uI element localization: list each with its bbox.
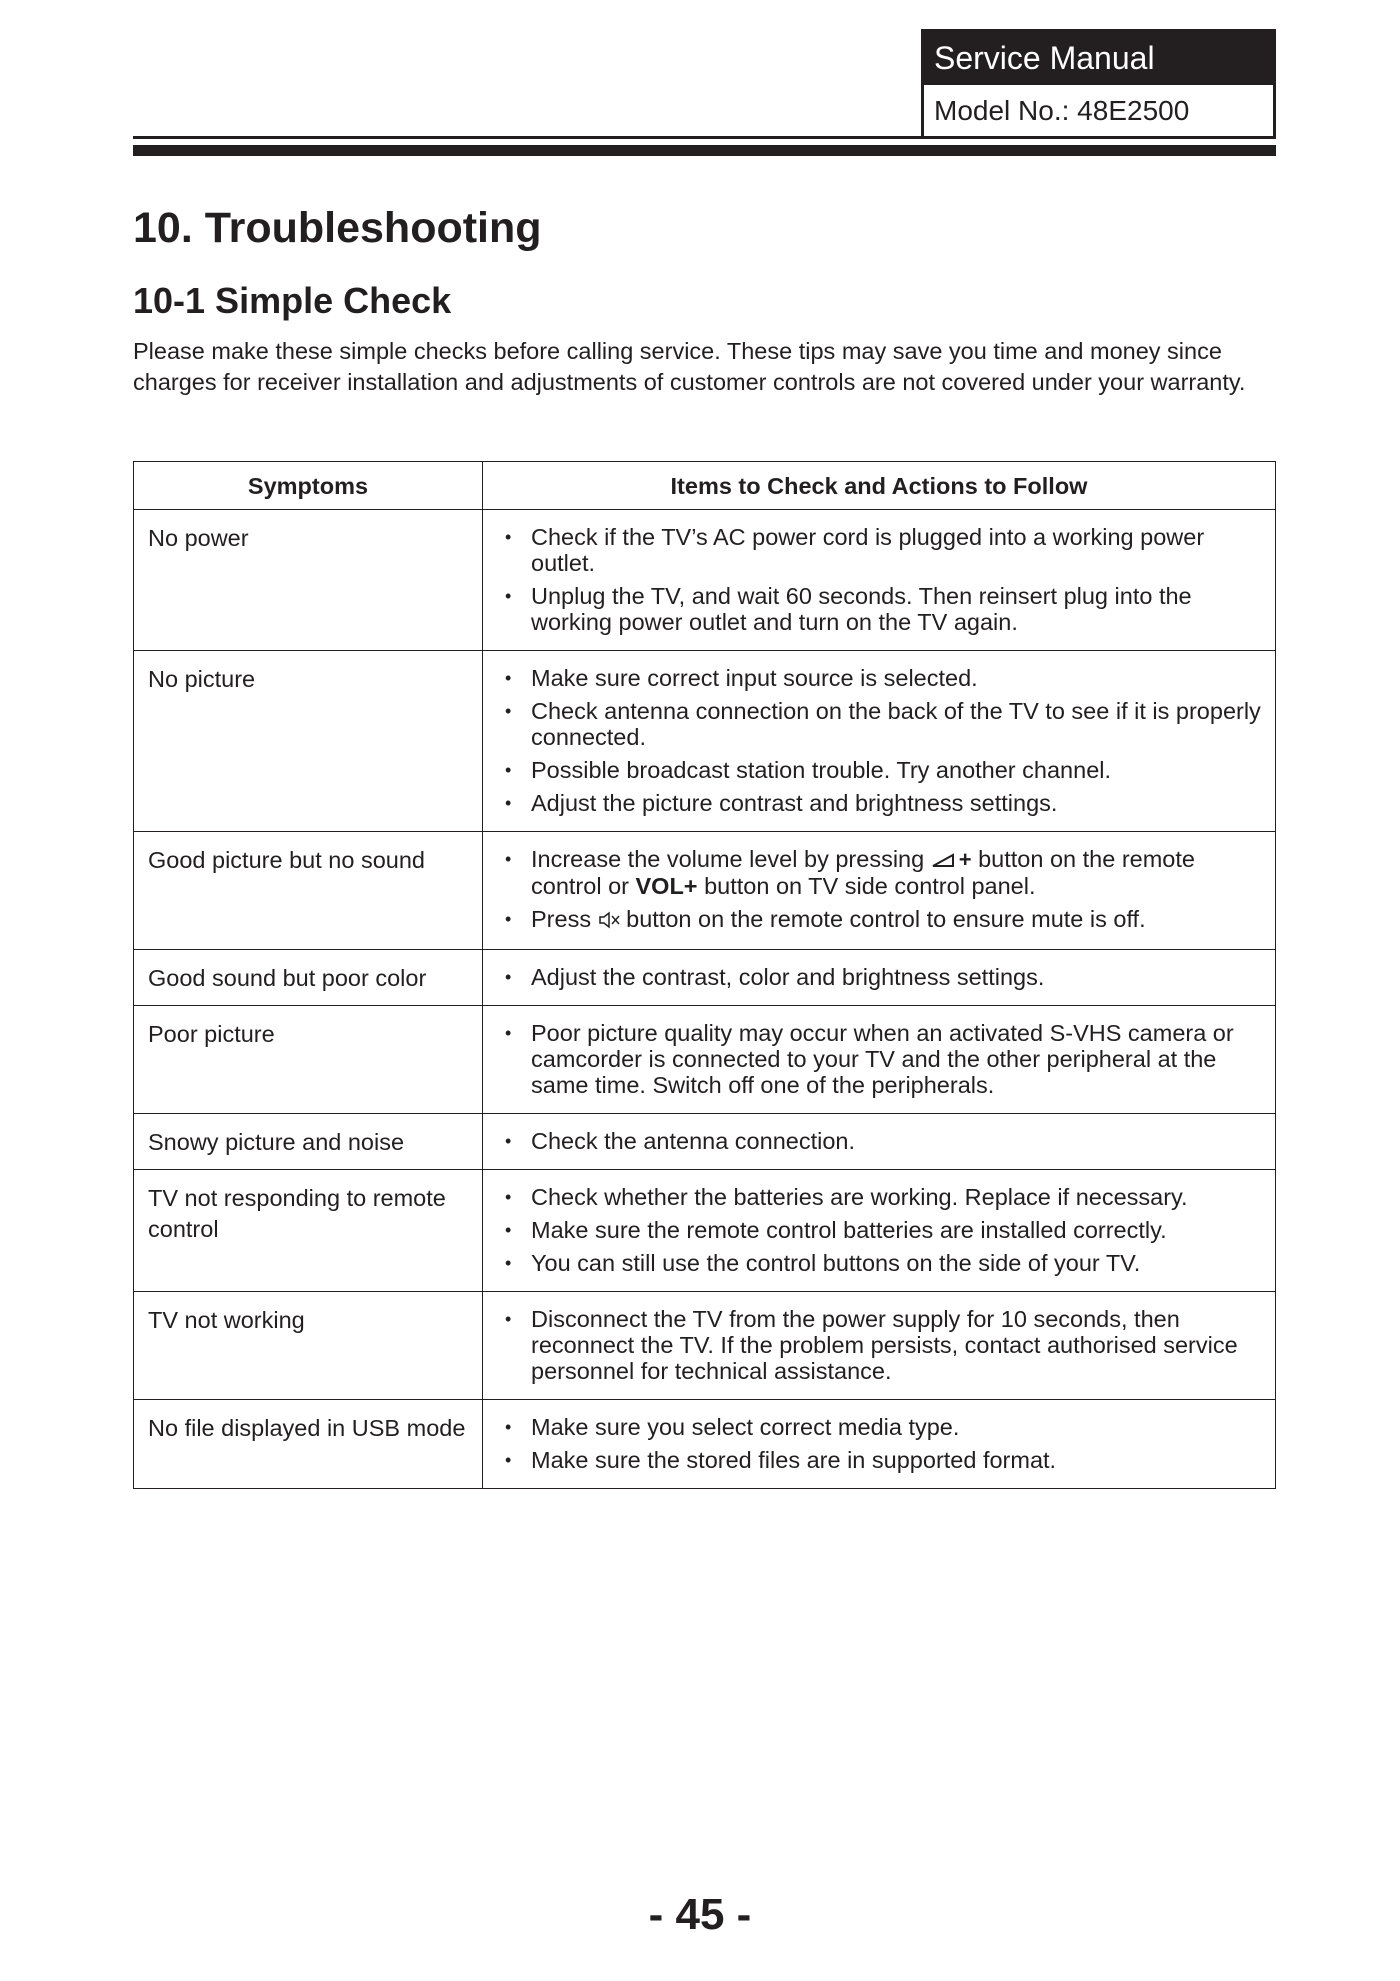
action-text: button on the remote control to ensure mute is off. (626, 906, 1146, 932)
actions-cell (483, 1114, 1276, 1170)
actions-list (505, 524, 1261, 635)
action-item: • Make sure the remote control batteries are installed correctly. (505, 1217, 1261, 1243)
actions-cell (483, 1006, 1276, 1114)
actions-cell (483, 1400, 1276, 1489)
actions-list (505, 1020, 1261, 1098)
troubleshooting-table (133, 461, 1276, 1489)
header-title: Service Manual (924, 32, 1273, 85)
actions-list (505, 1414, 1261, 1473)
action-item: • Make sure correct input source is selected. (505, 665, 1261, 691)
action-item: • Make sure you select correct media type. (505, 1414, 1261, 1440)
header-model-number: Model No.: 48E2500 (934, 95, 1190, 126)
symptom-cell: Snowy picture and noise (134, 1114, 483, 1170)
header-divider-thick (133, 145, 1276, 156)
action-item (505, 846, 1261, 899)
actions-list (505, 1128, 1261, 1154)
symptom-cell: TV not working (134, 1292, 483, 1400)
table-row (134, 832, 1276, 950)
volume-plus-sign: + (958, 847, 972, 872)
symptom-cell: No power (134, 510, 483, 651)
table-row (134, 1114, 1276, 1170)
table-row (134, 651, 1276, 832)
actions-cell (483, 832, 1276, 950)
action-item: • Check if the TV’s AC power cord is plugged into a working power outlet. (505, 524, 1261, 576)
table-header-row (134, 462, 1276, 510)
volume-up-icon (931, 847, 972, 873)
actions-cell (483, 950, 1276, 1006)
header-box (921, 29, 1276, 139)
action-item: • Unplug the TV, and wait 60 seconds. Then reinsert plug into the working power outlet and turn on the TV again. (505, 583, 1261, 635)
action-item (505, 906, 1261, 934)
action-text: Increase the volume level by pressing (531, 846, 925, 872)
actions-cell (483, 510, 1276, 651)
actions-cell (483, 1292, 1276, 1400)
action-item: • You can still use the control buttons on the side of your TV. (505, 1250, 1261, 1276)
symptom-cell: No picture (134, 651, 483, 832)
action-item: • Poor picture quality may occur when an activated S-VHS camera or camcorder is connected to your TV and the other peripheral at the same time. Switch off one of the peripherals. (505, 1020, 1261, 1098)
action-item: • Check whether the batteries are working. Replace if necessary. (505, 1184, 1261, 1210)
action-item: • Disconnect the TV from the power supply for 10 seconds, then reconnect the TV. If the problem persists, contact authorised service personnel for technical assistance. (505, 1306, 1261, 1384)
table-row (134, 1400, 1276, 1489)
symptom-cell: Poor picture (134, 1006, 483, 1114)
actions-cell (483, 651, 1276, 832)
intro-paragraph: Please make these simple checks before calling service. These tips may save you time and money since charges for receiver installation and adjustments of customer controls are not covered under your warranty. (133, 338, 1246, 395)
action-item: • Make sure the stored files are in supported format. (505, 1447, 1261, 1473)
action-text: Press (531, 906, 592, 932)
section-title: 10. Troubleshooting (133, 204, 542, 252)
table-row (134, 1170, 1276, 1292)
action-item: • Adjust the picture contrast and brightness settings. (505, 790, 1261, 816)
actions-cell (483, 1170, 1276, 1292)
vol-plus-key: VOL+ (635, 873, 698, 899)
action-item: • Check the antenna connection. (505, 1128, 1261, 1154)
column-header-actions: Items to Check and Actions to Follow (483, 462, 1276, 510)
action-text: button on the remote control or (531, 846, 1195, 899)
action-item: • Adjust the contrast, color and brightness settings. (505, 964, 1261, 990)
table-row (134, 510, 1276, 651)
header-divider-thin (133, 136, 1276, 139)
actions-list (505, 1184, 1261, 1276)
symptom-cell: TV not responding to remote control (134, 1170, 483, 1292)
table-row (134, 950, 1276, 1006)
symptom-cell: Good picture but no sound (134, 832, 483, 950)
subsection-title: 10-1 Simple Check (133, 280, 452, 321)
symptom-cell: No file displayed in USB mode (134, 1400, 483, 1489)
table-row (134, 1006, 1276, 1114)
actions-list (505, 846, 1261, 934)
column-header-symptoms: Symptoms (134, 462, 483, 510)
action-item: • Possible broadcast station trouble. Try another channel. (505, 757, 1261, 783)
table-row (134, 1292, 1276, 1400)
symptom-cell: Good sound but poor color (134, 950, 483, 1006)
actions-list (505, 1306, 1261, 1384)
actions-list (505, 665, 1261, 816)
page-number: - 45 - (648, 1890, 752, 1939)
actions-list (505, 964, 1261, 990)
action-text: button on TV side control panel. (704, 873, 1036, 899)
mute-icon (598, 908, 620, 934)
action-item: • Check antenna connection on the back of the TV to see if it is properly connected. (505, 698, 1261, 750)
